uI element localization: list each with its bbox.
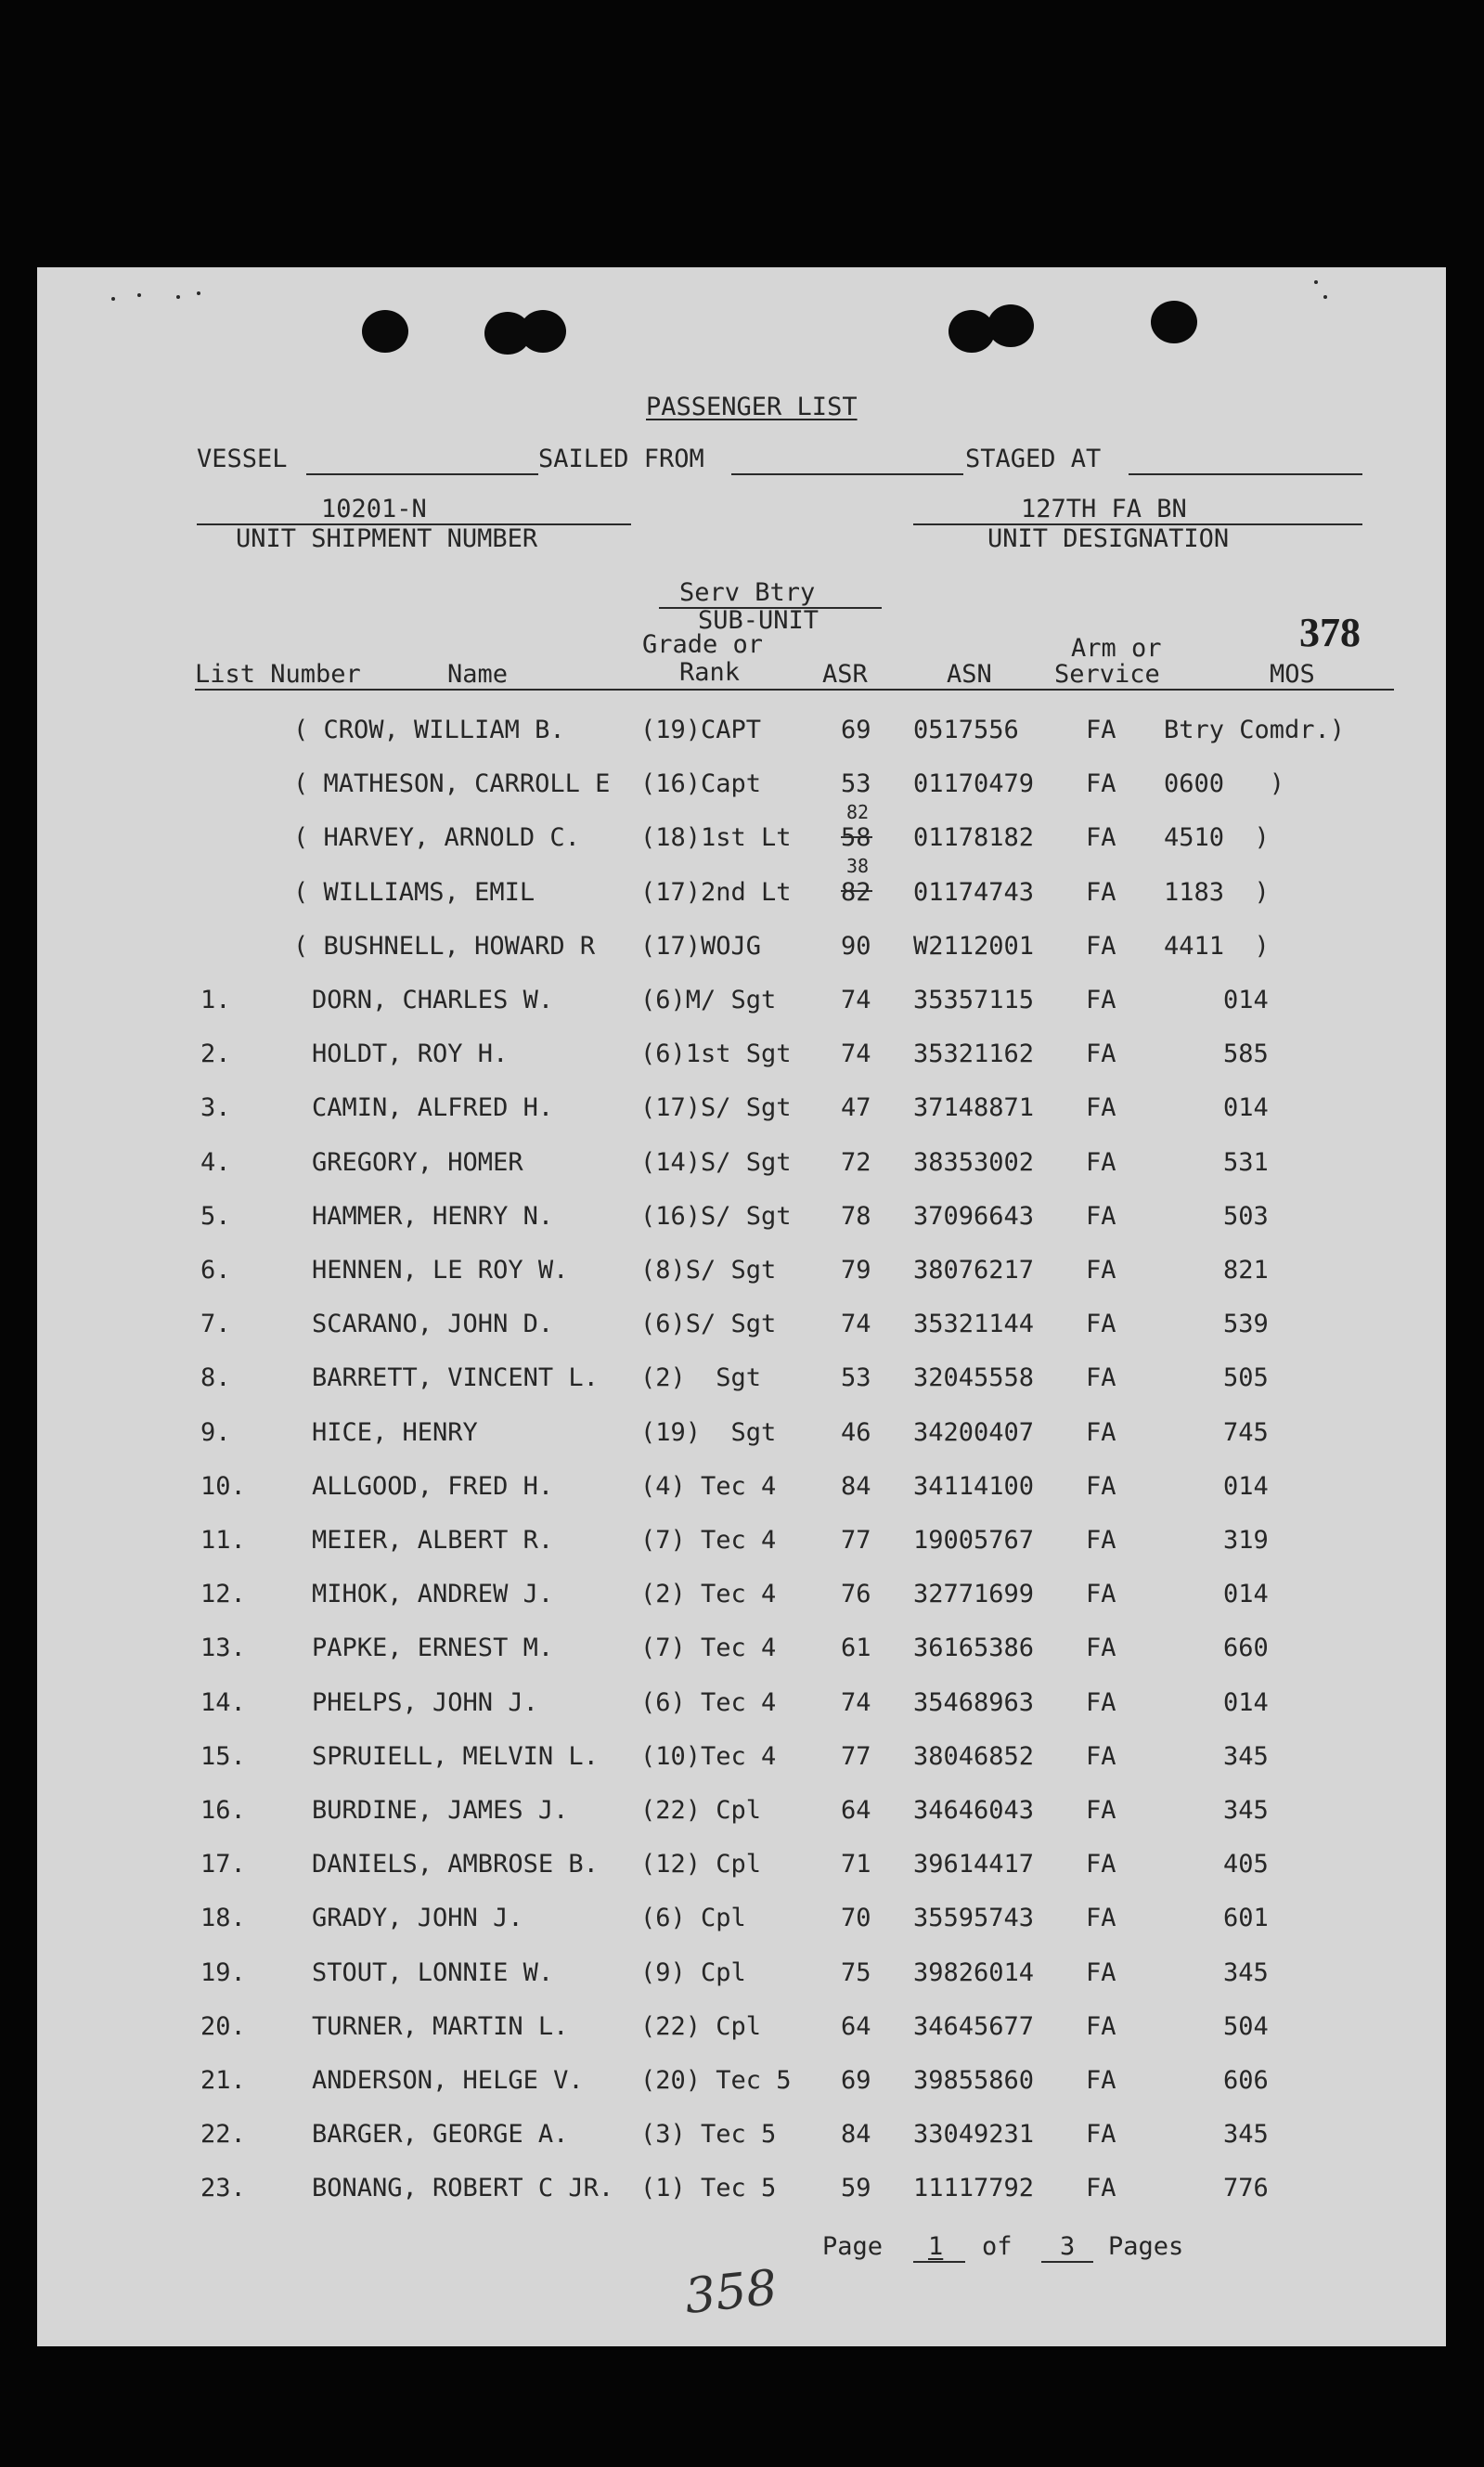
mos-value: 585 — [1223, 1040, 1269, 1069]
passenger-name: PAPKE, ERNEST M. — [312, 1634, 554, 1663]
passenger-name: TURNER, MARTIN L. — [312, 2011, 569, 2041]
asr-value: 74 — [841, 1687, 871, 1717]
asr-value: 71 — [841, 1850, 871, 1879]
grade-rank: (16)S/ Sgt — [640, 1201, 792, 1231]
asn-value: 34645677 — [913, 2011, 1035, 2041]
asn-value: 11117792 — [913, 2174, 1035, 2203]
passenger-name: ALLGOOD, FRED H. — [312, 1471, 554, 1501]
asn-value: 35321162 — [913, 1040, 1035, 1069]
grade-rank: (20) Tec 5 — [640, 2066, 792, 2095]
asr-value: 77 — [841, 1526, 871, 1555]
punch-hole — [1151, 301, 1197, 343]
passenger-name: BARRETT, VINCENT L. — [312, 1363, 599, 1393]
mos-value: 014 — [1223, 1580, 1269, 1609]
asn-value: 37148871 — [913, 1093, 1035, 1123]
list-number: 10. — [200, 1471, 246, 1501]
arm-service: FA — [1086, 1471, 1116, 1501]
list-number: 3. — [200, 1093, 231, 1123]
grade-rank: (9) Cpl — [640, 1957, 746, 1987]
grade-rank: (8)S/ Sgt — [640, 1256, 777, 1285]
asr-value: 53 — [841, 1363, 871, 1393]
list-number: 12. — [200, 1580, 246, 1609]
list-number: 21. — [200, 2066, 246, 2095]
passenger-name: BARGER, GEORGE A. — [312, 2120, 569, 2150]
punch-hole — [987, 304, 1034, 347]
arm-service: FA — [1086, 1417, 1116, 1447]
arm-service: FA — [1086, 1634, 1116, 1663]
grade-rank: (3) Tec 5 — [640, 2120, 777, 2150]
officer-arm-service: FA — [1086, 716, 1116, 744]
footer-total-line — [1041, 2261, 1093, 2263]
passenger-name: PHELPS, JOHN J. — [312, 1687, 538, 1717]
arm-service: FA — [1086, 1147, 1116, 1177]
passenger-name: CAMIN, ALFRED H. — [312, 1093, 554, 1123]
shipment-number: 10201-N — [321, 495, 427, 523]
mos-value: 503 — [1223, 1201, 1269, 1231]
asr-correction: 82 — [846, 801, 870, 823]
mos-value: 606 — [1223, 2066, 1269, 2095]
asn-value: 36165386 — [913, 1634, 1035, 1663]
mos-value: 345 — [1223, 2120, 1269, 2150]
officer-asr-value: 58 — [841, 823, 871, 853]
officer-mos-value: 0600 ) — [1164, 769, 1285, 799]
footer-pages: Pages — [1108, 2232, 1184, 2261]
passenger-name: GRADY, JOHN J. — [312, 1904, 523, 1933]
grade-rank: (10)Tec 4 — [640, 1741, 777, 1771]
asn-value: 38076217 — [913, 1256, 1035, 1285]
passenger-name: HICE, HENRY — [312, 1417, 478, 1447]
list-number: 18. — [200, 1904, 246, 1933]
mos-value: 505 — [1223, 1363, 1269, 1393]
arm-service: FA — [1086, 1363, 1116, 1393]
officer-mos-value: Btry Comdr.) — [1164, 716, 1346, 744]
mos-value: 345 — [1223, 1796, 1269, 1825]
page-number: 378 — [1299, 610, 1361, 655]
arm-service: FA — [1086, 1526, 1116, 1555]
passenger-name: HAMMER, HENRY N. — [312, 1201, 554, 1231]
asn-value: 35468963 — [913, 1687, 1035, 1717]
col-header-grade-top: Grade or — [642, 630, 764, 659]
footer-of: of — [982, 2232, 1013, 2261]
mos-value: 531 — [1223, 1147, 1269, 1177]
col-header-name: Name — [447, 660, 509, 689]
list-number: 5. — [200, 1201, 231, 1231]
list-number: 7. — [200, 1310, 231, 1339]
col-header-arm-bottom: Service — [1054, 660, 1160, 689]
list-number: 23. — [200, 2174, 246, 2203]
mos-value: 014 — [1223, 1093, 1269, 1123]
passenger-name: DORN, CHARLES W. — [312, 986, 554, 1014]
asn-value: 33049231 — [913, 2120, 1035, 2150]
mos-value: 660 — [1223, 1634, 1269, 1663]
asn-value: 37096643 — [913, 1201, 1035, 1231]
arm-service: FA — [1086, 2120, 1116, 2150]
arm-service: FA — [1086, 1687, 1116, 1717]
list-number: 17. — [200, 1850, 246, 1879]
grade-rank: (2) Sgt — [640, 1363, 762, 1393]
mos-value: 821 — [1223, 1256, 1269, 1285]
officer-passenger-name: ( BUSHNELL, HOWARD R — [293, 931, 596, 961]
list-number: 9. — [200, 1417, 231, 1447]
asn-value: 32045558 — [913, 1363, 1035, 1393]
arm-service: FA — [1086, 1741, 1116, 1771]
asr-correction: 38 — [846, 855, 870, 877]
arm-service: FA — [1086, 1580, 1116, 1609]
footer-page-label: Page — [822, 2232, 884, 2261]
footer-page-line — [913, 2261, 965, 2263]
passenger-name: MIHOK, ANDREW J. — [312, 1580, 554, 1609]
grade-rank: (17)S/ Sgt — [640, 1093, 792, 1123]
asr-value: 74 — [841, 1310, 871, 1339]
asn-value: 39614417 — [913, 1850, 1035, 1879]
list-number: 16. — [200, 1796, 246, 1825]
grade-rank: (6) Cpl — [640, 1904, 746, 1933]
list-number: 1. — [200, 986, 231, 1014]
list-number: 2. — [200, 1040, 231, 1069]
mos-value: 745 — [1223, 1417, 1269, 1447]
document-page — [37, 267, 1446, 2346]
punch-hole — [362, 310, 408, 353]
grade-rank: (6)S/ Sgt — [640, 1310, 777, 1339]
officer-grade-rank: (17)WOJG — [640, 931, 762, 961]
passenger-name: MEIER, ALBERT R. — [312, 1526, 554, 1555]
officer-passenger-name: ( MATHESON, CARROLL E — [293, 769, 611, 799]
passenger-name: DANIELS, AMBROSE B. — [312, 1850, 599, 1879]
passenger-name: BURDINE, JAMES J. — [312, 1796, 569, 1825]
grade-rank: (4) Tec 4 — [640, 1471, 777, 1501]
asn-value: 35321144 — [913, 1310, 1035, 1339]
arm-service: FA — [1086, 1256, 1116, 1285]
asr-value: 79 — [841, 1256, 871, 1285]
mos-value: 319 — [1223, 1526, 1269, 1555]
passenger-name: SPRUIELL, MELVIN L. — [312, 1741, 599, 1771]
asr-value: 74 — [841, 986, 871, 1014]
arm-service: FA — [1086, 1850, 1116, 1879]
asr-value: 84 — [841, 1471, 871, 1501]
officer-asn-value: 01170479 — [913, 769, 1035, 799]
mos-value: 539 — [1223, 1310, 1269, 1339]
officer-arm-service: FA — [1086, 931, 1116, 961]
staged-at-label: STAGED AT — [965, 445, 1102, 473]
list-number: 22. — [200, 2120, 246, 2150]
arm-service: FA — [1086, 1796, 1116, 1825]
grade-rank: (22) Cpl — [640, 2011, 762, 2041]
arm-service: FA — [1086, 2174, 1116, 2203]
col-header-list-number: List Number — [195, 660, 361, 689]
list-number: 19. — [200, 1957, 246, 1987]
header-rule — [195, 689, 1394, 691]
arm-service: FA — [1086, 1093, 1116, 1123]
shipment-number-label: UNIT SHIPMENT NUMBER — [236, 524, 538, 553]
officer-mos-value: 4411 ) — [1164, 931, 1270, 961]
mos-value: 345 — [1223, 1957, 1269, 1987]
officer-passenger-name: ( CROW, WILLIAM B. — [293, 716, 565, 744]
speck — [197, 291, 200, 295]
officer-asn-value: W2112001 — [913, 931, 1035, 961]
passenger-name: BONANG, ROBERT C JR. — [312, 2174, 614, 2203]
staged-at-field — [1129, 473, 1362, 475]
grade-rank: (7) Tec 4 — [640, 1634, 777, 1663]
list-number: 11. — [200, 1526, 246, 1555]
asn-value: 39855860 — [913, 2066, 1035, 2095]
mos-value: 776 — [1223, 2174, 1269, 2203]
arm-service: FA — [1086, 986, 1116, 1014]
list-number: 8. — [200, 1363, 231, 1393]
mos-value: 601 — [1223, 1904, 1269, 1933]
footer-page: 1 — [928, 2232, 944, 2261]
grade-rank: (1) Tec 5 — [640, 2174, 777, 2203]
list-number: 13. — [200, 1634, 246, 1663]
list-number: 20. — [200, 2011, 246, 2041]
asr-value: 75 — [841, 1957, 871, 1987]
passenger-name: HOLDT, ROY H. — [312, 1040, 509, 1069]
sub-unit-value: Serv Btry — [679, 578, 816, 607]
punch-hole — [520, 310, 566, 353]
officer-asn-value: 0517556 — [913, 716, 1019, 744]
grade-rank: (12) Cpl — [640, 1850, 762, 1879]
sailed-from-label: SAILED FROM — [538, 445, 704, 473]
mos-value: 014 — [1223, 1471, 1269, 1501]
passenger-name: SCARANO, JOHN D. — [312, 1310, 554, 1339]
officer-mos-value: 4510 ) — [1164, 823, 1270, 853]
sub-unit-label: SUB-UNIT — [698, 606, 819, 635]
asr-value: 69 — [841, 2066, 871, 2095]
sailed-from-field — [731, 473, 963, 475]
officer-arm-service: FA — [1086, 769, 1116, 799]
arm-service: FA — [1086, 1040, 1116, 1069]
col-header-grade-bottom: Rank — [679, 658, 741, 687]
officer-grade-rank: (17)2nd Lt — [640, 877, 792, 907]
officer-grade-rank: (18)1st Lt — [640, 823, 792, 853]
officer-asr-value: 69 — [841, 716, 871, 744]
mos-value: 014 — [1223, 986, 1269, 1014]
asr-value: 77 — [841, 1741, 871, 1771]
officer-asr-value: 82 — [841, 877, 871, 907]
grade-rank: (6)M/ Sgt — [640, 986, 777, 1014]
page-title: PASSENGER LIST — [646, 393, 858, 421]
col-header-mos: MOS — [1270, 660, 1315, 689]
list-number: 15. — [200, 1741, 246, 1771]
speck — [137, 293, 141, 297]
asr-value: 59 — [841, 2174, 871, 2203]
arm-service: FA — [1086, 1904, 1116, 1933]
arm-service: FA — [1086, 1310, 1116, 1339]
officer-arm-service: FA — [1086, 823, 1116, 853]
asn-value: 32771699 — [913, 1580, 1035, 1609]
vessel-label: VESSEL — [197, 445, 288, 473]
officer-asr-value: 53 — [841, 769, 871, 799]
arm-service: FA — [1086, 2066, 1116, 2095]
passenger-name: HENNEN, LE ROY W. — [312, 1256, 569, 1285]
officer-grade-rank: (19)CAPT — [640, 716, 762, 744]
unit-designation-label: UNIT DESIGNATION — [987, 524, 1230, 553]
asr-value: 64 — [841, 2011, 871, 2041]
col-header-asr: ASR — [822, 660, 868, 689]
officer-asn-value: 01178182 — [913, 823, 1035, 853]
asn-value: 35357115 — [913, 986, 1035, 1014]
grade-rank: (2) Tec 4 — [640, 1580, 777, 1609]
list-number: 4. — [200, 1147, 231, 1177]
mos-value: 014 — [1223, 1687, 1269, 1717]
asn-value: 34200407 — [913, 1417, 1035, 1447]
speck — [111, 297, 115, 301]
mos-value: 504 — [1223, 2011, 1269, 2041]
officer-passenger-name: ( WILLIAMS, EMIL — [293, 877, 536, 907]
officer-passenger-name: ( HARVEY, ARNOLD C. — [293, 823, 580, 853]
vessel-field — [306, 473, 538, 475]
grade-rank: (14)S/ Sgt — [640, 1147, 792, 1177]
asn-value: 35595743 — [913, 1904, 1035, 1933]
officer-asr-value: 90 — [841, 931, 871, 961]
col-header-arm-top: Arm or — [1071, 634, 1162, 663]
list-number: 14. — [200, 1687, 246, 1717]
asr-value: 84 — [841, 2120, 871, 2150]
footer-total: 3 — [1060, 2232, 1076, 2261]
asn-value: 38046852 — [913, 1741, 1035, 1771]
speck — [176, 295, 180, 299]
asn-value: 38353002 — [913, 1147, 1035, 1177]
asr-value: 64 — [841, 1796, 871, 1825]
asr-value: 70 — [841, 1904, 871, 1933]
asr-value: 61 — [841, 1634, 871, 1663]
mos-value: 345 — [1223, 1741, 1269, 1771]
grade-rank: (6)1st Sgt — [640, 1040, 792, 1069]
asr-value: 47 — [841, 1093, 871, 1123]
grade-rank: (22) Cpl — [640, 1796, 762, 1825]
arm-service: FA — [1086, 1957, 1116, 1987]
unit-designation: 127TH FA BN — [1021, 495, 1187, 523]
asn-value: 34114100 — [913, 1471, 1035, 1501]
officer-mos-value: 1183 ) — [1164, 877, 1270, 907]
asn-value: 39826014 — [913, 1957, 1035, 1987]
passenger-name: STOUT, LONNIE W. — [312, 1957, 554, 1987]
speck — [1314, 280, 1318, 284]
list-number: 6. — [200, 1256, 231, 1285]
asn-value: 34646043 — [913, 1796, 1035, 1825]
grade-rank: (6) Tec 4 — [640, 1687, 777, 1717]
arm-service: FA — [1086, 1201, 1116, 1231]
col-header-asn: ASN — [947, 660, 992, 689]
asr-value: 76 — [841, 1580, 871, 1609]
officer-arm-service: FA — [1086, 877, 1116, 907]
asn-value: 19005767 — [913, 1526, 1035, 1555]
passenger-name: GREGORY, HOMER — [312, 1147, 523, 1177]
handwritten-note: 358 — [682, 2259, 781, 2326]
officer-asn-value: 01174743 — [913, 877, 1035, 907]
passenger-name: ANDERSON, HELGE V. — [312, 2066, 584, 2095]
mos-value: 405 — [1223, 1850, 1269, 1879]
officer-grade-rank: (16)Capt — [640, 769, 762, 799]
arm-service: FA — [1086, 2011, 1116, 2041]
grade-rank: (7) Tec 4 — [640, 1526, 777, 1555]
grade-rank: (19) Sgt — [640, 1417, 777, 1447]
speck — [1323, 295, 1327, 299]
asr-value: 72 — [841, 1147, 871, 1177]
asr-value: 74 — [841, 1040, 871, 1069]
asr-value: 78 — [841, 1201, 871, 1231]
asr-value: 46 — [841, 1417, 871, 1447]
